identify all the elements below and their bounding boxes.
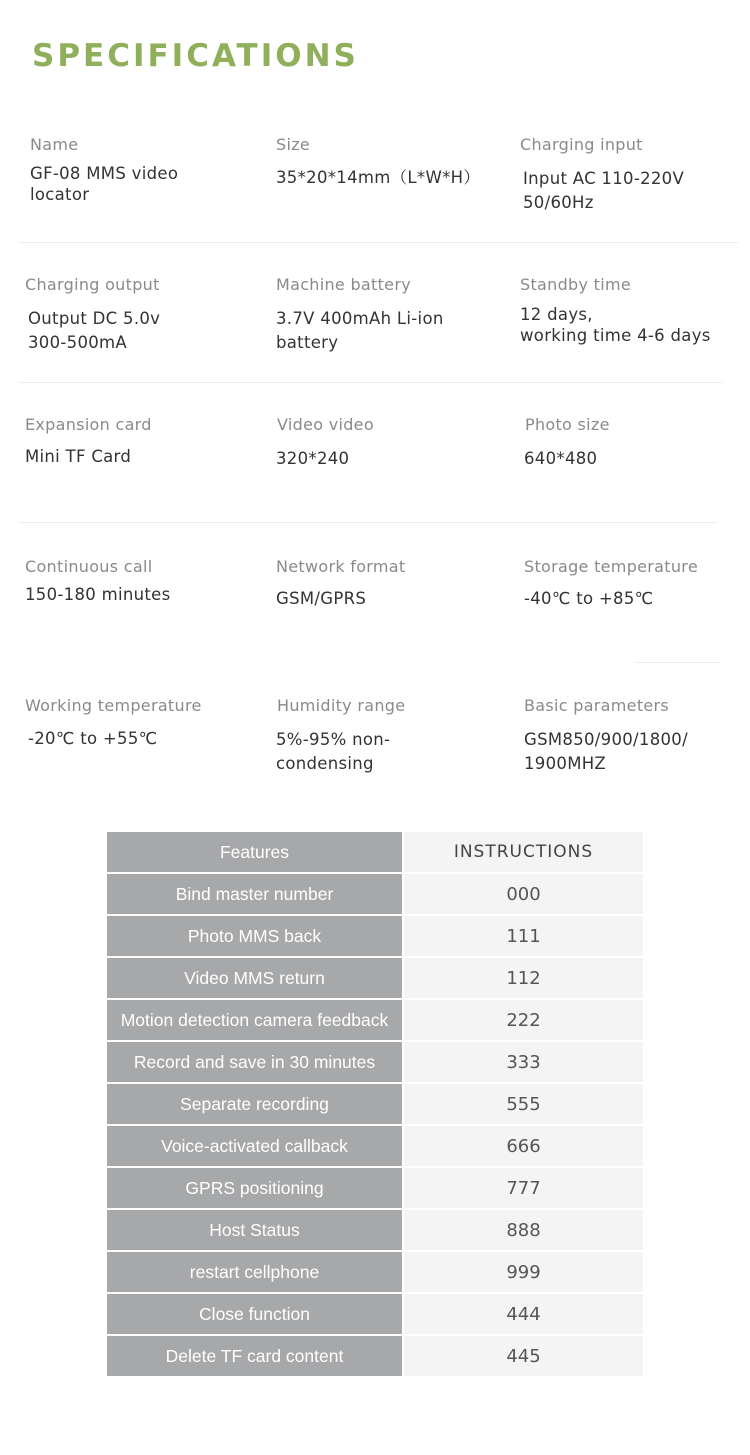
feature-cell: Host Status: [107, 1210, 402, 1250]
spec-value-name: GF-08 MMS video locator: [30, 164, 179, 204]
feature-cell: Motion detection camera feedback: [107, 1000, 402, 1040]
spec-value-storage-temperature: -40℃ to +85℃: [524, 589, 654, 608]
spec-label-charging-input: Charging input: [520, 135, 643, 154]
instruction-code-cell: 444: [404, 1294, 643, 1334]
row-divider: [18, 382, 723, 383]
spec-value-machine-battery: 3.7V 400mAh Li-ion battery: [276, 309, 444, 352]
spec-value-photo-size: 640*480: [524, 449, 598, 468]
instruction-code-cell: 333: [404, 1042, 643, 1082]
spec-label-name: Name: [30, 135, 79, 154]
spec-label-continuous-call: Continuous call: [25, 557, 153, 576]
table-row: [107, 958, 643, 998]
spec-label-size: Size: [276, 135, 311, 154]
spec-label-machine-battery: Machine battery: [276, 275, 411, 294]
header-instructions: INSTRUCTIONS: [404, 832, 643, 872]
table-row: [107, 1336, 643, 1376]
spec-label-expansion-card: Expansion card: [25, 415, 152, 434]
spec-label-photo-size: Photo size: [525, 415, 610, 434]
table-row: [107, 874, 643, 914]
feature-cell: restart cellphone: [107, 1252, 402, 1292]
spec-value-charging-output: Output DC 5.0v 300-500mA: [28, 309, 161, 352]
feature-cell: Record and save in 30 minutes: [107, 1042, 402, 1082]
table-row: [107, 1252, 643, 1292]
spec-label-charging-output: Charging output: [25, 275, 160, 294]
spec-value-size: 35*20*14mm（L*W*H）: [276, 168, 481, 187]
spec-value-standby-time: 12 days, working time 4-6 days: [520, 305, 711, 345]
row-divider: [635, 662, 720, 663]
page-title: SPECIFICATIONS: [32, 38, 359, 74]
table-row: [107, 1000, 643, 1040]
feature-cell: Delete TF card content: [107, 1336, 402, 1376]
table-row: [107, 1126, 643, 1166]
spec-value-network-format: GSM/GPRS: [276, 589, 367, 608]
instruction-code-cell: 666: [404, 1126, 643, 1166]
instruction-code-cell: 111: [404, 916, 643, 956]
spec-value-humidity-range: 5%-95% non- condensing: [276, 730, 391, 773]
spec-value-continuous-call: 150-180 minutes: [25, 585, 171, 604]
spec-value-basic-parameters: GSM850/900/1800/ 1900MHZ: [524, 730, 688, 773]
spec-value-working-temperature: -20℃ to +55℃: [28, 729, 158, 748]
spec-label-working-temperature: Working temperature: [25, 696, 202, 715]
instruction-code-cell: 999: [404, 1252, 643, 1292]
instruction-code-cell: 777: [404, 1168, 643, 1208]
instructions-table: [107, 832, 643, 1378]
instruction-code-cell: 555: [404, 1084, 643, 1124]
table-row: [107, 916, 643, 956]
table-row: [107, 1168, 643, 1208]
feature-cell: Photo MMS back: [107, 916, 402, 956]
instruction-code-cell: 222: [404, 1000, 643, 1040]
row-divider: [18, 242, 738, 243]
spec-label-standby-time: Standby time: [520, 275, 631, 294]
feature-cell: Voice-activated callback: [107, 1126, 402, 1166]
spec-label-basic-parameters: Basic parameters: [524, 696, 670, 715]
feature-cell: Video MMS return: [107, 958, 402, 998]
instruction-code-cell: 445: [404, 1336, 643, 1376]
instruction-code-cell: 000: [404, 874, 643, 914]
feature-cell: Separate recording: [107, 1084, 402, 1124]
row-divider: [18, 522, 718, 523]
spec-label-humidity-range: Humidity range: [277, 696, 406, 715]
feature-cell: Close function: [107, 1294, 402, 1334]
feature-cell: GPRS positioning: [107, 1168, 402, 1208]
header-features: Features: [107, 832, 402, 872]
spec-value-charging-input: Input AC 110-220V 50/60Hz: [523, 169, 685, 212]
spec-label-video: Video video: [277, 415, 374, 434]
table-row: [107, 1210, 643, 1250]
spec-value-expansion-card: Mini TF Card: [25, 447, 132, 466]
instruction-code-cell: 112: [404, 958, 643, 998]
table-header-row: [107, 832, 643, 872]
feature-cell: Bind master number: [107, 874, 402, 914]
spec-label-network-format: Network format: [276, 557, 406, 576]
instruction-code-cell: 888: [404, 1210, 643, 1250]
table-row: [107, 1042, 643, 1082]
table-row: [107, 1294, 643, 1334]
spec-label-storage-temperature: Storage temperature: [524, 557, 698, 576]
spec-value-video: 320*240: [276, 449, 350, 468]
table-row: [107, 1084, 643, 1124]
